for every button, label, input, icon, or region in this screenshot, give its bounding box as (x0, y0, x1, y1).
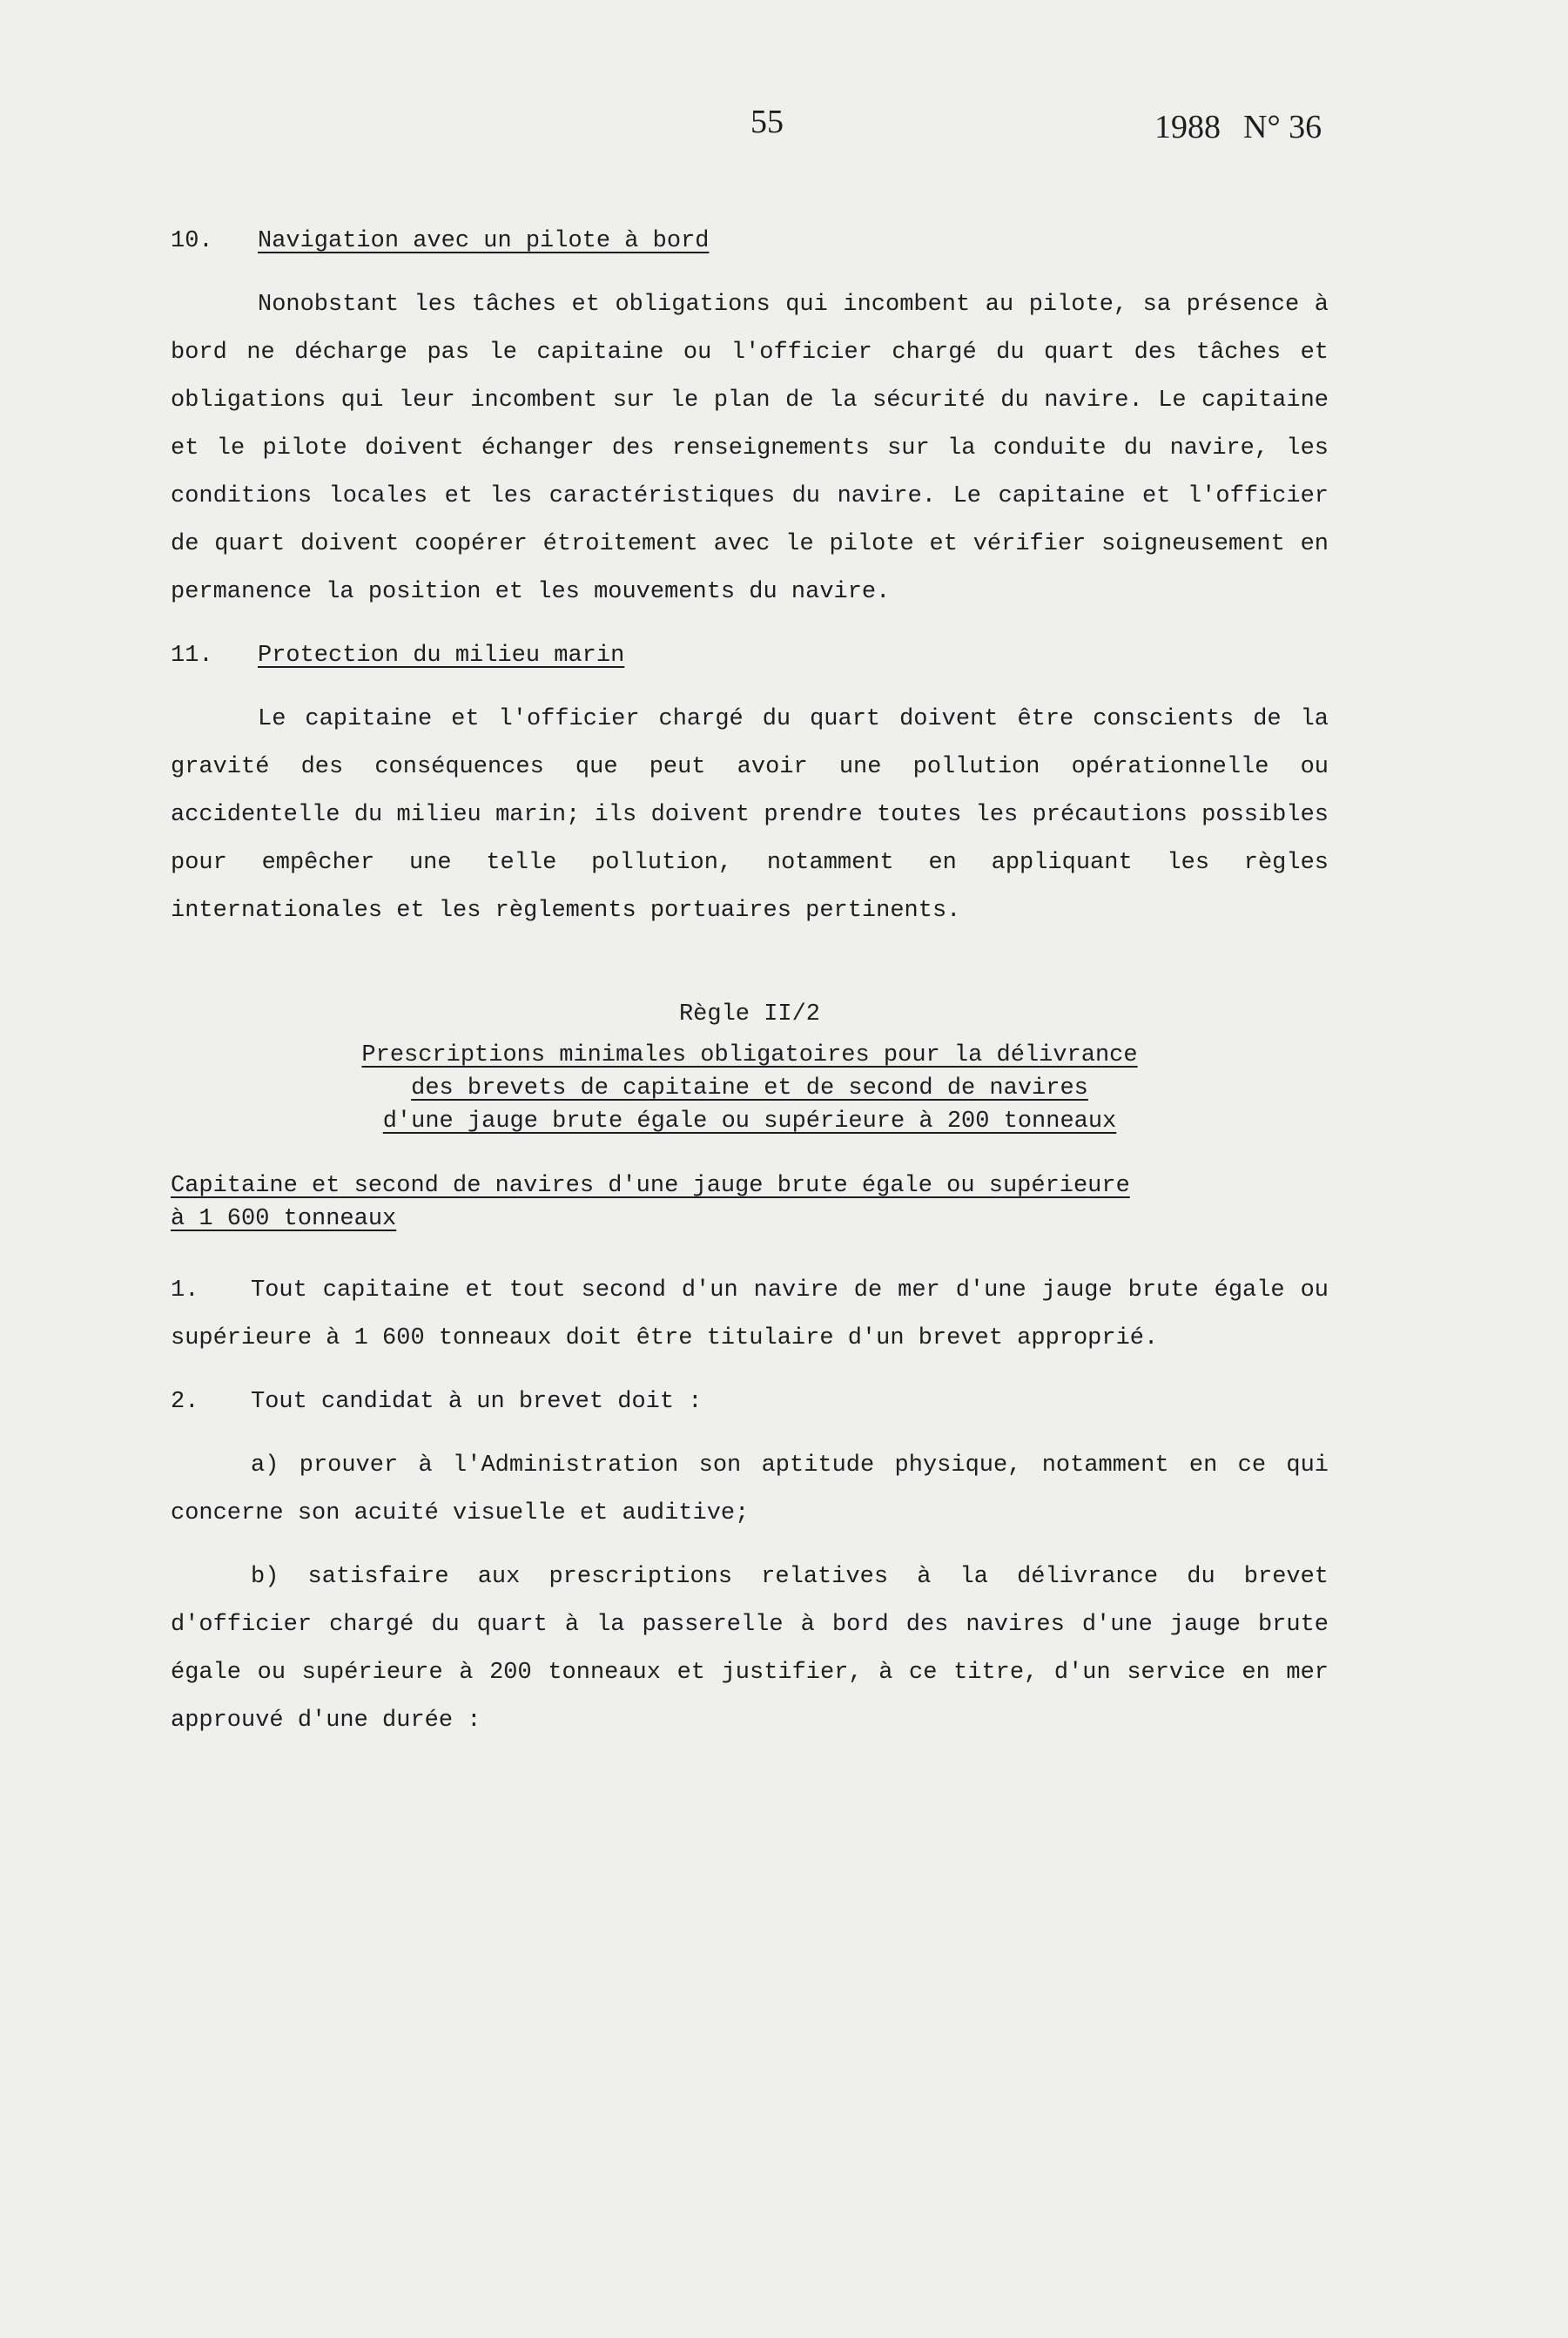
section-11-number: 11. (171, 643, 213, 669)
rule-title-line-1: Prescriptions minimales obligatoires pour la délivrance (361, 1042, 1138, 1068)
rule-subheading (171, 1169, 1329, 1236)
section-11-title: Protection du milieu marin (258, 643, 625, 669)
rule-title-line-3: d'une jauge brute égale ou supérieure à 200 tonneaux (382, 1108, 1117, 1135)
rule-sub-item-b: b) satisfaire aux prescriptions relatives à la délivrance du brevet d'officier chargé du quart à la passerelle à bord des navires d'une jauge brute égale ou supérieure à 200 tonneaux et justifier, à ce titre, d'un service en mer approuvé d'une durée : (171, 1564, 1329, 1734)
section-10-heading (171, 218, 1329, 266)
header-reference (1154, 108, 1322, 146)
section-11-text: Le capitaine et l'officier chargé du quart doivent être conscients de la gravité des conséquences que peut avoir une pollution opérationnelle ou accidentelle du milieu marin; ils doivent prendre toutes les précautions possibles pour empêcher une telle pollution, notamment en appliquant les règles internationales et les règlements portuaires pertinents. (171, 706, 1329, 924)
rule-subheading-line-1: Capitaine et second de navires d'une jauge brute égale ou supérieure (171, 1173, 1130, 1199)
header-year: 1988 (1154, 109, 1221, 145)
rule-subheading-line-2: à 1 600 tonneaux (171, 1206, 397, 1232)
rule-item-1 (171, 1267, 1329, 1363)
page-number: 55 (750, 104, 784, 140)
section-10-text: Nonobstant les tâches et obligations qui incombent au pilote, sa présence à bord ne décharge pas le capitaine ou l'officier chargé du quart des tâches et obligations qui leur incombent sur le plan de la sécurité du navire. Le capitaine et le pilote doivent échanger des renseignements sur la conduite du navire, les conditions locales et les caractéristiques du navire. Le capitaine et l'officier de quart doivent coopérer étroitement avec le pilote et vérifier soigneusement en permanence la position et les mouvements du navire. (171, 292, 1329, 605)
section-11-heading (171, 632, 1329, 680)
header-issue: N° 36 (1243, 109, 1322, 145)
rule-item-2-number: 2. (171, 1389, 199, 1415)
document-body (171, 218, 1329, 1745)
rule-sub-item-a: a) prouver à l'Administration son aptitude physique, notamment en ce qui concerne son acuité visuelle et auditive; (171, 1452, 1329, 1526)
section-10-number: 10. (171, 228, 213, 254)
rule-title-line-2: des brevets de capitaine et de second de navires (411, 1075, 1088, 1102)
rule-item-2 (171, 1378, 1329, 1426)
rule-item-1-text: Tout capitaine et tout second d'un navire de mer d'une jauge brute égale ou supérieure à 1 600 tonneaux doit être titulaire d'un brevet approprié. (171, 1277, 1329, 1351)
rule-item-2-text: Tout candidat à un brevet doit : (251, 1389, 703, 1415)
section-10-title: Navigation avec un pilote à bord (258, 228, 710, 254)
rule-label: Règle II/2 (678, 1001, 821, 1028)
rule-item-1-number: 1. (171, 1277, 199, 1304)
rule-title (171, 1039, 1329, 1138)
